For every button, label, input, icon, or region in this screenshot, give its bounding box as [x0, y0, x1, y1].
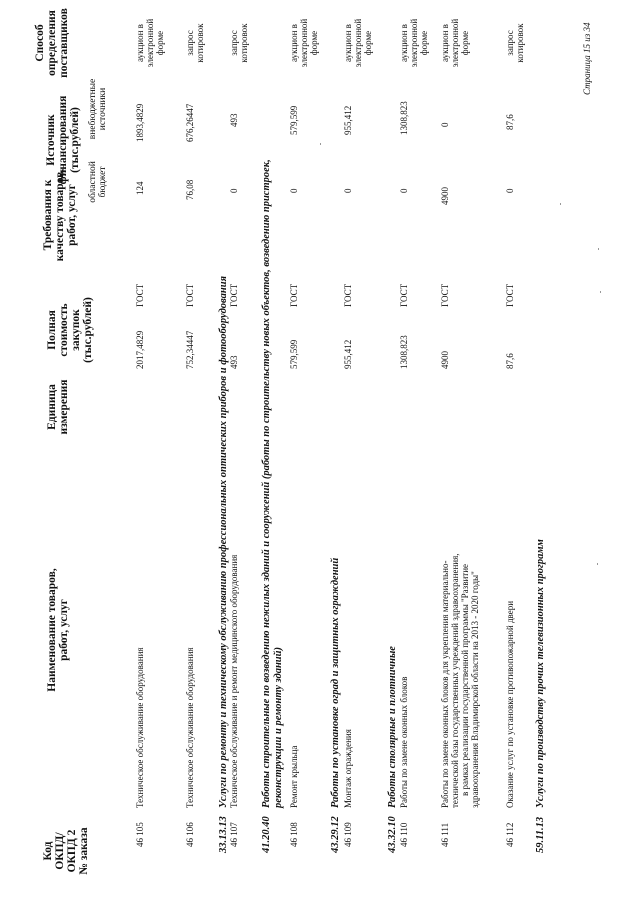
- row-106-offbudget: 676,26447: [185, 103, 195, 142]
- row-107-method: [229, 16, 249, 70]
- row-109-cost: 955,412: [343, 339, 353, 369]
- row-109-method-line: электронной: [353, 18, 363, 68]
- row-111-code: 46 111: [440, 822, 450, 847]
- row-107-offbudget: 493: [229, 113, 239, 127]
- row-108-name: Ремонт крыльца: [289, 745, 299, 808]
- scan-speck: [597, 563, 598, 565]
- row-108-method: [289, 16, 319, 70]
- row-111-quality: ГОСТ: [440, 283, 450, 307]
- header-cost-line: стоимость: [58, 303, 70, 357]
- scan-speck: [600, 291, 601, 293]
- row-105-method-line: электронной: [145, 18, 155, 68]
- row-108-code: 46 108: [289, 822, 299, 847]
- row-106-method: [185, 16, 205, 70]
- row-108-method-line: форме: [309, 30, 319, 56]
- row-105-method: [135, 16, 165, 70]
- section-code-4332: 43.32.10: [387, 816, 398, 853]
- row-111-method-line: электронной: [450, 18, 460, 68]
- row-110-name: Работы по замене оконных блоков: [399, 676, 409, 808]
- row-105-code: 46 105: [135, 822, 145, 847]
- row-106-regional: 76,08: [185, 179, 195, 200]
- row-111-name: [440, 554, 480, 808]
- row-109-code: 46 109: [343, 822, 353, 847]
- header-cost-line: Полная: [46, 310, 58, 350]
- row-105-quality: ГОСТ: [135, 283, 145, 307]
- header-cost-line: (тыс.рублей): [82, 297, 94, 363]
- row-111-offbudget: 0: [440, 122, 450, 127]
- row-105-cost: 2017,4829: [135, 330, 145, 369]
- section-code-5911: 59.11.13: [535, 816, 546, 853]
- header-offbudget-line: источники: [98, 87, 108, 131]
- row-110-method-line: форме: [419, 30, 429, 56]
- header-regional-line: бюджет: [98, 166, 108, 198]
- header-name-line: Наименование товаров,: [46, 568, 58, 692]
- header-unit-line: измерения: [58, 379, 70, 435]
- row-107-cost: 493: [229, 355, 239, 369]
- row-111-method: [440, 16, 470, 70]
- header-unit: [46, 357, 70, 457]
- header-method-line: Способ: [34, 24, 46, 62]
- header-quality-line: качеству товаров,: [54, 168, 66, 262]
- header-source-line: Источник: [45, 114, 57, 166]
- row-106-name: Техническое обслуживание оборудования: [185, 647, 195, 808]
- section-title-4329: Работы по установке оград и защитных ограждений: [330, 557, 341, 808]
- row-111-name-line: здравоохранения Владимирской области на 2013 - 2020 годы": [470, 571, 480, 808]
- row-109-method-line: аукцион в: [343, 24, 353, 62]
- section-title-3313: Услуги по ремонту и техническому обслуживанию профессиональных оптических приборов и фотооборудования: [218, 276, 229, 808]
- section-title-5911: Услуги по производству прочих телевизионных программ: [535, 539, 546, 808]
- page-number: Страница 15 из 34: [582, 22, 592, 95]
- header-quality-line: Требования к: [42, 179, 54, 251]
- row-108-regional: 0: [289, 188, 299, 193]
- row-108-quality: ГОСТ: [289, 283, 299, 307]
- scan-speck: [598, 248, 599, 250]
- row-112-name: Оказание услуг по установке противопожарной двери: [505, 600, 515, 808]
- row-108-offbudget: 579,599: [289, 105, 299, 135]
- header-quality-line: работ, услуг: [66, 184, 78, 246]
- scan-speck: [320, 143, 321, 145]
- header-code-line: № заказа: [78, 827, 90, 875]
- section-code-3313: 33.13.13: [218, 816, 229, 853]
- row-109-regional: 0: [343, 188, 353, 193]
- header-source-offbudget: [88, 71, 108, 147]
- row-106-method-line: котировок: [195, 23, 205, 63]
- section-title-4120-line2: реконструкции и ремонту зданий): [273, 647, 284, 808]
- scan-speck: [560, 203, 561, 205]
- header-source-line: финансирования: [57, 95, 69, 185]
- row-110-offbudget: 1308,823: [399, 101, 409, 135]
- row-111-cost: 4900: [440, 351, 450, 369]
- row-109-method-line: форме: [363, 30, 373, 56]
- row-108-method-line: электронной: [299, 18, 309, 68]
- header-source-regional: [88, 152, 108, 212]
- header-code-line: ОКПД 2: [66, 829, 78, 873]
- row-110-cost: 1308,823: [399, 335, 409, 369]
- row-105-regional: 124: [135, 181, 145, 195]
- row-106-code: 46 106: [185, 822, 195, 847]
- header-cost-line: закупок: [70, 309, 82, 351]
- header-code-line: ОКПД/: [54, 832, 66, 870]
- row-112-method: [505, 16, 525, 70]
- header-method-line: поставщиков: [58, 8, 70, 78]
- row-112-method-line: запрос: [505, 30, 515, 56]
- row-110-regional: 0: [399, 188, 409, 193]
- row-108-cost: 579,599: [289, 339, 299, 369]
- row-112-cost: 87,6: [505, 353, 515, 369]
- header-source-line: (тыс.рублей): [69, 107, 81, 173]
- row-112-offbudget: 87,6: [505, 114, 515, 130]
- row-111-name-line: технической базы государственных учреждений здравоохранения,: [450, 553, 460, 808]
- row-109-method: [343, 16, 373, 70]
- row-112-regional: 0: [505, 188, 515, 193]
- row-105-offbudget: 1893,4829: [135, 103, 145, 142]
- row-112-code: 46 112: [505, 822, 515, 847]
- header-unit-line: Единица: [46, 384, 58, 430]
- header-cost: [46, 290, 94, 370]
- section-code-4329: 43.29.12: [330, 816, 341, 853]
- header-code-line: Код: [42, 841, 54, 861]
- row-107-name: Техническое обслуживание и ремонт медицинского оборудования: [229, 554, 239, 808]
- row-109-name: Монтаж ограждения: [343, 729, 353, 808]
- section-code-4120: 41.20.40: [261, 816, 272, 853]
- row-111-name-line: Работы по замене оконных блоков для укрепления материально-: [440, 560, 450, 808]
- row-110-method-line: аукцион в: [399, 24, 409, 62]
- row-112-method-line: котировок: [515, 23, 525, 63]
- row-109-quality: ГОСТ: [343, 283, 353, 307]
- row-111-regional: 4900: [440, 187, 450, 205]
- row-105-method-line: аукцион в: [135, 24, 145, 62]
- header-code: [42, 809, 90, 893]
- row-108-method-line: аукцион в: [289, 24, 299, 62]
- row-112-quality: ГОСТ: [505, 283, 515, 307]
- row-106-method-line: запрос: [185, 30, 195, 56]
- header-method: [34, 1, 70, 85]
- row-105-method-line: форме: [155, 30, 165, 56]
- row-109-offbudget: 955,412: [343, 105, 353, 135]
- header-regional-line: областной: [88, 161, 98, 203]
- row-106-cost: 752,34447: [185, 330, 195, 369]
- row-107-code: 46 107: [229, 822, 239, 847]
- header-name: [46, 530, 70, 730]
- section-title-4120-line1: Работы строительные по возведению нежилых зданий и сооружений (работы по строительству новых объектов, возведению пристроек,: [261, 159, 272, 808]
- row-107-regional: 0: [229, 188, 239, 193]
- section-title-4332: Работы столярные и плотничные: [387, 646, 398, 808]
- row-111-method-line: аукцион в: [440, 24, 450, 62]
- row-107-quality: ГОСТ: [229, 283, 239, 307]
- header-offbudget-line: внебюджетные: [88, 78, 98, 140]
- header-method-line: определения: [46, 10, 58, 76]
- header-source: [45, 75, 81, 205]
- row-111-name-line: в рамках реализации государственной программы "Развитие: [460, 563, 470, 796]
- row-105-name: Техническое обслуживание оборудования: [135, 647, 145, 808]
- row-110-code: 46 110: [399, 822, 409, 847]
- row-107-method-line: котировок: [239, 23, 249, 63]
- header-name-line: работ, услуг: [58, 599, 70, 661]
- row-110-method: [399, 16, 429, 70]
- row-107-method-line: запрос: [229, 30, 239, 56]
- row-110-quality: ГОСТ: [399, 283, 409, 307]
- row-110-method-line: электронной: [409, 18, 419, 68]
- row-106-quality: ГОСТ: [185, 283, 195, 307]
- row-111-method-line: форме: [460, 30, 470, 56]
